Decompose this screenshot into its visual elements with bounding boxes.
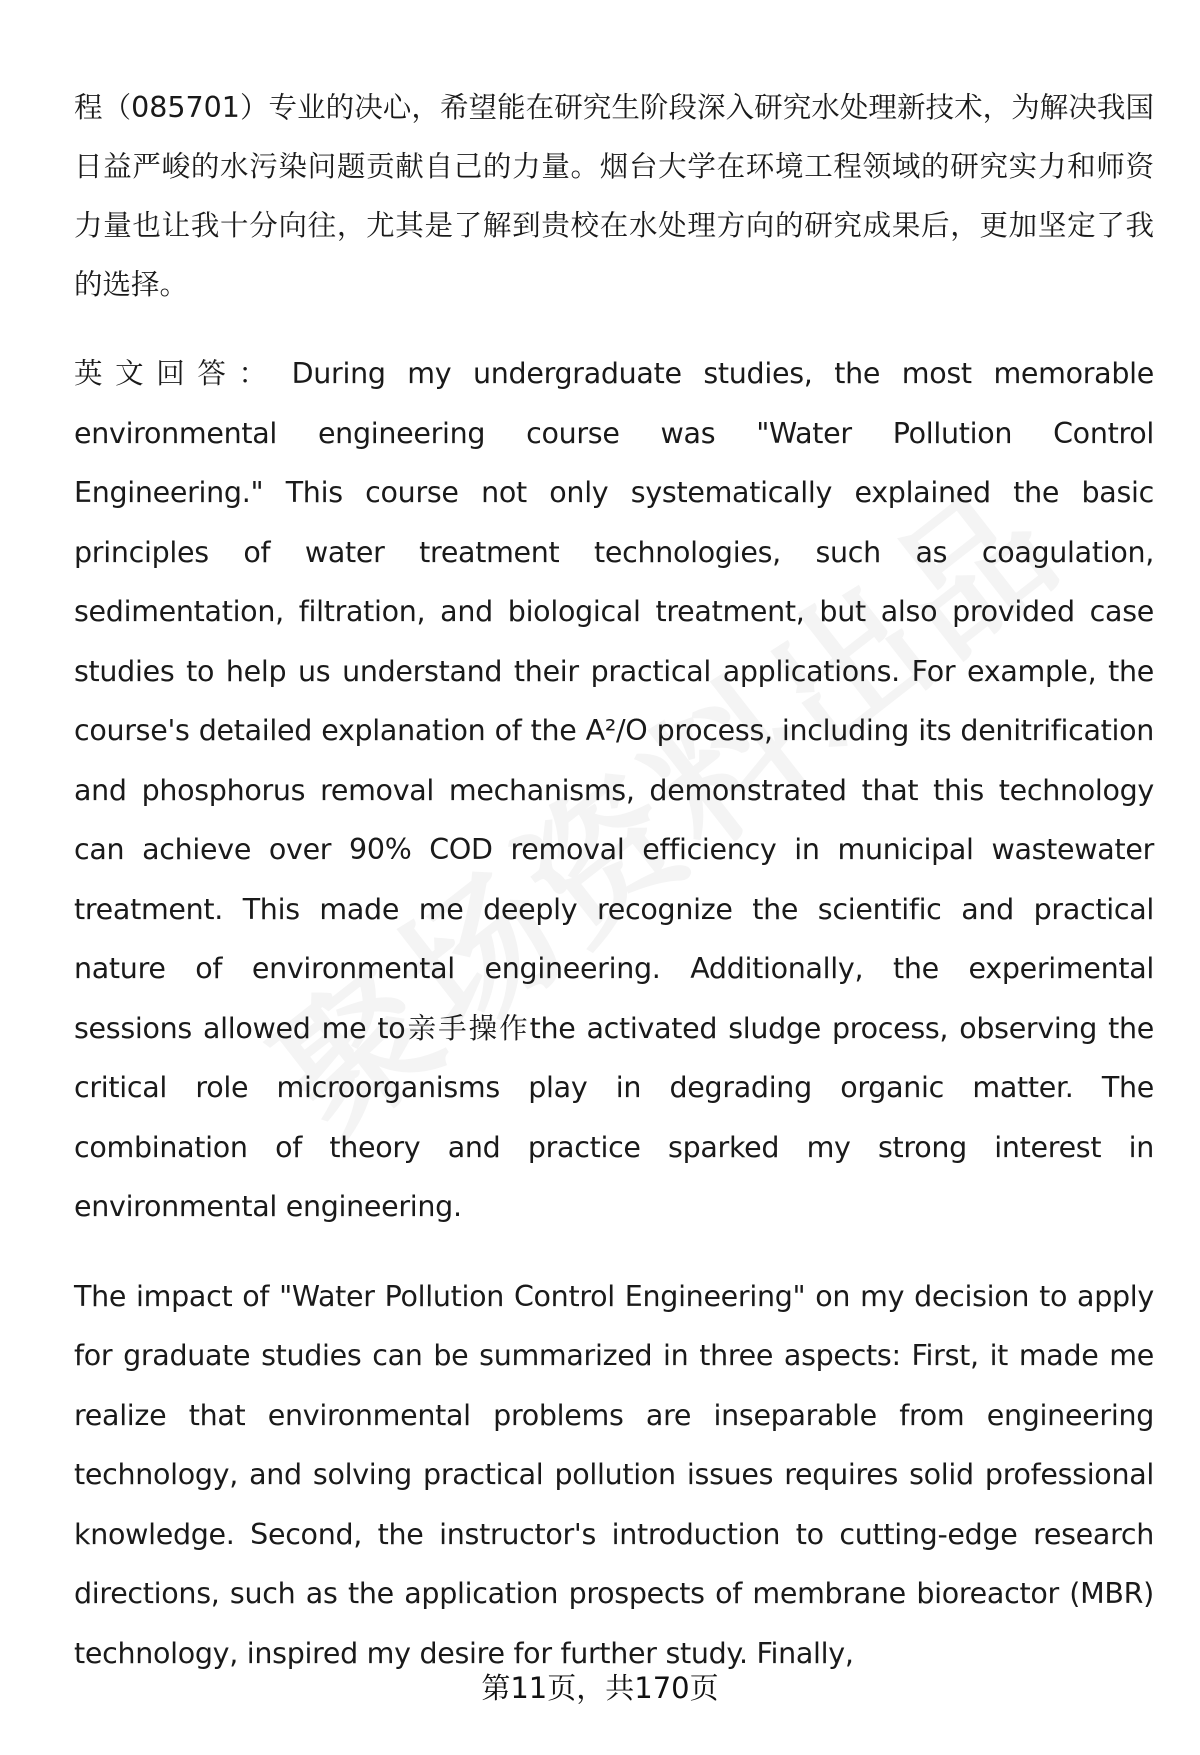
page-number-footer: 第11页，共170页 <box>481 1671 719 1705</box>
document-body <box>74 78 1154 1683</box>
paragraph-english-answer <box>74 344 1154 1237</box>
paragraph-impact: The impact of "Water Pollution Control Engineering" on my decision to apply for graduate studies can be summarized in three aspects: First, it made me realize that environmental problems are inseparable from engineering technology, and solving practical pollution issues requires solid professional knowledge. Second, the instructor's introduction to cutting-edge research directions, such as the application prospects of membrane bioreactor (MBR) technology, inspired my desire for further study. Finally, <box>74 1279 1154 1670</box>
paragraph-chinese-continuation: 程（085701）专业的决心，希望能在研究生阶段深入研究水处理新技术，为解决我国日益严峻的水污染问题贡献自己的力量。烟台大学在环境工程领域的研究实力和师资力量也让我十分向往，尤其是了解到贵校在水处理方向的研究成果后，更加坚定了我的选择。 <box>74 91 1154 301</box>
english-answer-label: 英文回答： <box>74 357 280 390</box>
english-answer-text: During my undergraduate studies, the most memorable environmental engineering course was "Water Pollution Control Engineering." This course not only systematically explained the basic principles of water treatment technologies, such as coagulation, sedimentation, filtration, and biological treatment, but also provided case studies to help us understand their practical applications. For example, the course's detailed explanation of the A²/O process, including its denitrification and phosphorus removal mechanisms, demonstrated that this technology can achieve over 90% COD removal efficiency in municipal wastewater treatment. This made me deeply recognize the scientific and practical nature of environmental engineering. Additionally, the experimental sessions allowed me to亲手操作the activated sludge process, observing the critical role microorganisms play in degrading organic matter. The combination of theory and practice sparked my strong interest in environmental engineering. <box>74 357 1154 1223</box>
